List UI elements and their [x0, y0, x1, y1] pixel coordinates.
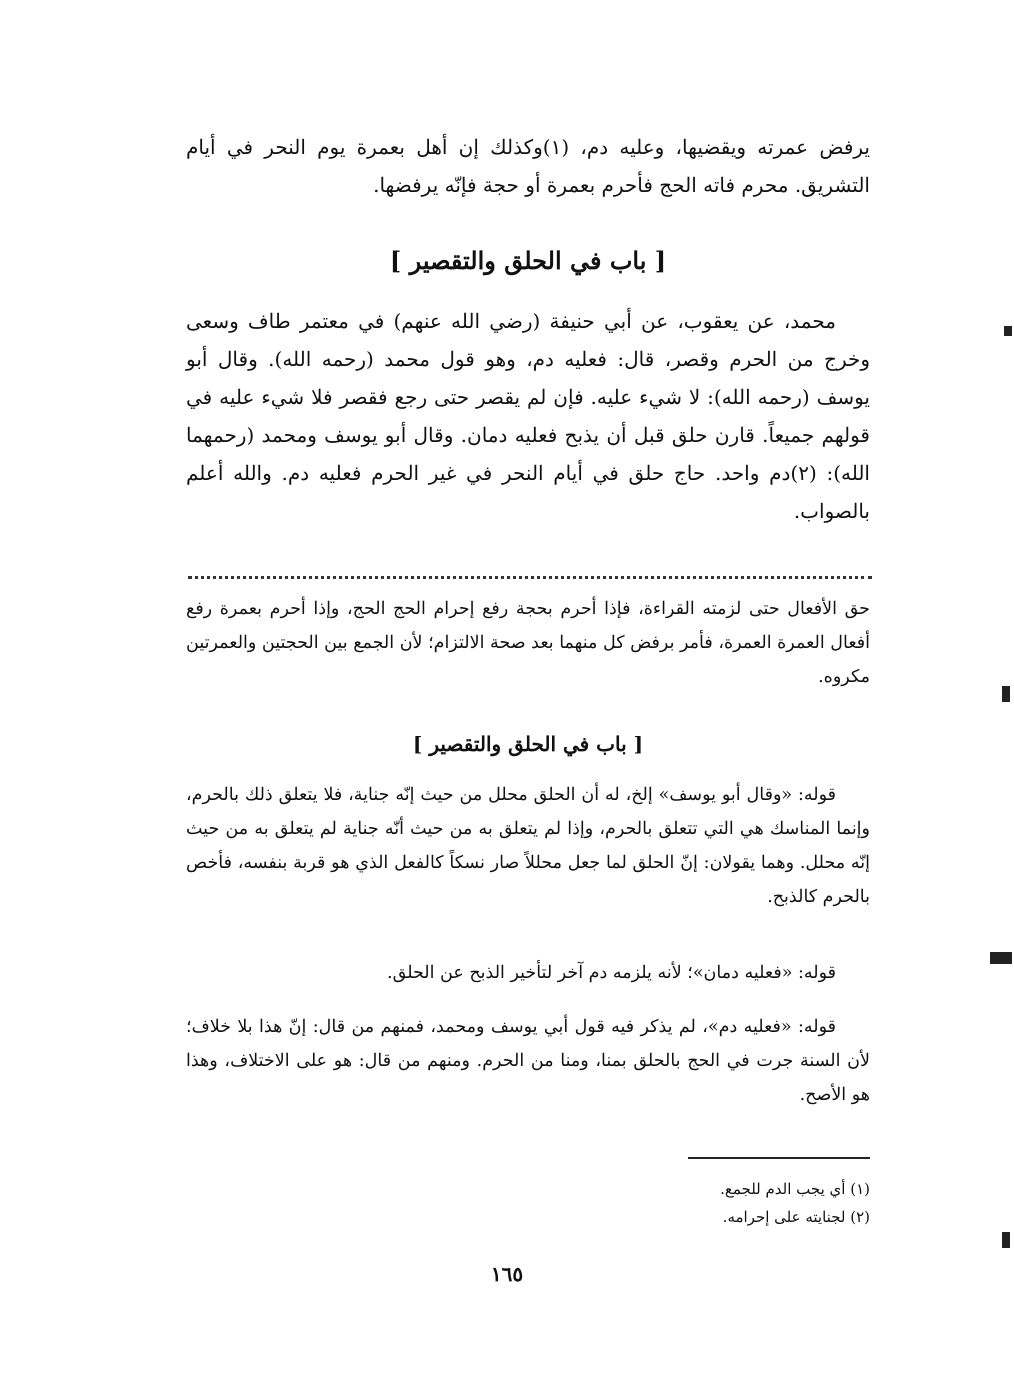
footnote-rule: [688, 1157, 870, 1159]
main-section-heading: [ باب في الحلق والتقصير ]: [389, 246, 667, 275]
page-number: ١٦٥: [490, 1262, 524, 1286]
main-paragraph: محمد، عن يعقوب، عن أبي حنيفة (رضي الله عنهم) في معتمر طاف وسعى وخرج من الحرم وقصر، قال: فعليه دم، وهو قول محمد (رحمه الله). وقال أبو يوسف (رحمه الله): لا شيء عليه. فإن لم يقصر حتى رجع فقصر فلا شيء عليه في قولهم جميعاً. قارن حلق قبل أن يذبح فعليه دمان. وقال أبو يوسف ومحمد (رحمهما الله): (٢)دم واحد. حاج حلق في أيام النحر في غير الحرم فعليه دم. والله أعلم بالصواب.: [186, 309, 870, 523]
commentary-section-heading: [ باب في الحلق والتقصير ]: [412, 732, 644, 756]
scan-edge-mark: [990, 952, 1012, 964]
top-paragraph: يرفض عمرته ويقضيها، وعليه دم، (١)وكذلك إن أهل بعمرة يوم النحر في أيام التشريق. محرم فاته الحج فأحرم بعمرة أو حجة فإنّه يرفضها.: [186, 135, 870, 197]
scan-edge-mark: [1002, 1232, 1010, 1248]
commentary-continuation: حق الأفعال حتى لزمته القراءة، فإذا أحرم بحجة رفع إحرام الحج الحج، وإذا أحرم بعمرة رفع أفعال العمرة العمرة، فأمر برفض كل منهما بعد صحة الالتزام؛ لأن الجمع بين الحجتين والعمرتين مكروه.: [186, 599, 870, 687]
footnotes: [560, 1175, 870, 1231]
commentary-note-3: قوله: «فعليه دم»، لم يذكر فيه قول أبي يوسف ومحمد، فمنهم من قال: إنّ هذا بلا خلاف؛ لأن السنة جرت في الحج بالحلق بمنا، ومنا من الحرم. ومنهم من قال: هو على الاختلاف، وهذا هو الأصح.: [186, 1017, 870, 1105]
text-commentary-separator: [188, 576, 872, 585]
commentary-note-1: قوله: «وقال أبو يوسف» إلخ، له أن الحلق محلل من حيث إنّه جناية، فلا يتعلق ذلك بالحرم، وإنما المناسك هي التي تتعلق بالحرم، وإذا لم يتعلق به من حيث أنّه جناية لم يتعلق به من حيث إنّه محلل. وهما يقولان: إنّ الحلق لما جعل محللاً صار نسكاً كالفعل الذي هو قربة بنفسه، فأخص بالحرم كالذبح.: [186, 785, 870, 907]
commentary-note-2: قوله: «فعليه دمان»؛ لأنه يلزمه دم آخر لتأخير الذبح عن الحلق.: [387, 963, 836, 983]
scan-edge-mark: [1004, 326, 1012, 336]
scan-edge-mark: [1002, 686, 1010, 702]
footnote-2: (٢) لجنايته على إحرامه.: [722, 1208, 870, 1226]
footnote-1: (١) أي يجب الدم للجمع.: [720, 1180, 870, 1198]
